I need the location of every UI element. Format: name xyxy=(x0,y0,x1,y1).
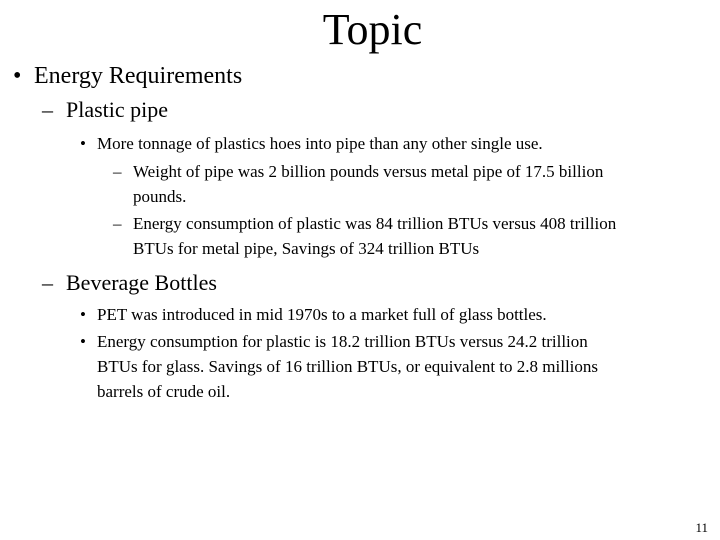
bullet-dot-icon: • xyxy=(13,63,22,89)
slide-title: Topic xyxy=(322,5,423,54)
pipe-energy-line-1: Energy consumption of plastic was 84 trillion BTUs versus 408 trillion xyxy=(133,214,617,233)
pipe-weight-line-2: pounds. xyxy=(133,187,187,206)
beverage-bottles-heading: Beverage Bottles xyxy=(66,270,217,295)
bullet-dash-icon: – xyxy=(42,97,53,122)
pipe-weight-line-1: Weight of pipe was 2 billion pounds versus metal pipe of 17.5 billion xyxy=(133,162,604,181)
pet-introduction-point: PET was introduced in mid 1970s to a market full of glass bottles. xyxy=(97,305,547,324)
bottle-consumption-line-3: barrels of crude oil. xyxy=(97,382,231,401)
page-number: 11 xyxy=(695,520,708,535)
bottle-consumption-line-2: BTUs for glass. Savings of 16 trillion BTUs, or equivalent to 2.8 millions xyxy=(97,357,599,376)
plastic-pipe-tonnage-point: More tonnage of plastics hoes into pipe than any other single use. xyxy=(97,134,543,153)
bullet-dot-icon: • xyxy=(80,332,86,351)
energy-requirements-heading: Energy Requirements xyxy=(34,63,243,89)
plastic-pipe-heading: Plastic pipe xyxy=(66,97,169,122)
bullet-dash-icon: – xyxy=(42,270,53,295)
bullet-dash-icon: – xyxy=(113,214,122,233)
bullet-dot-icon: • xyxy=(80,305,86,324)
bullet-dash-icon: – xyxy=(113,162,122,181)
pipe-energy-line-2: BTUs for metal pipe, Savings of 324 trillion BTUs xyxy=(133,239,480,258)
bullet-dot-icon: • xyxy=(80,134,86,153)
bottle-consumption-line-1: Energy consumption for plastic is 18.2 trillion BTUs versus 24.2 trillion xyxy=(97,332,588,351)
